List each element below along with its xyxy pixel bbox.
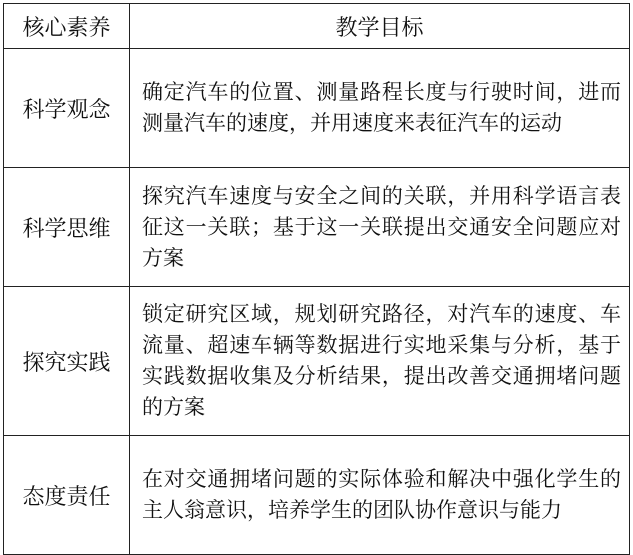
table-row: [4, 287, 630, 436]
table-row: [4, 168, 630, 287]
row-goal: 在对交通拥堵问题的实际体验和解决中强化学生的主人翁意识，培养学生的团队协作意识与能力: [130, 436, 630, 555]
header-teaching-goal: 教学目标: [130, 4, 630, 49]
table-header-row: [4, 4, 630, 49]
row-goal: 探究汽车速度与安全之间的关联，并用科学语言表征这一关联；基于这一关联提出交通安全问题应对方案: [130, 168, 630, 287]
header-core-literacy: 核心素养: [4, 4, 130, 49]
row-literacy: 探究实践: [4, 287, 130, 436]
row-literacy: 态度责任: [4, 436, 130, 555]
table-row: [4, 49, 630, 168]
row-literacy: 科学思维: [4, 168, 130, 287]
row-goal: 确定汽车的位置、测量路程长度与行驶时间，进而测量汽车的速度，并用速度来表征汽车的运动: [130, 49, 630, 168]
table-row: [4, 436, 630, 555]
objectives-table: [3, 3, 630, 555]
row-goal: 锁定研究区域，规划研究路径，对汽车的速度、车流量、超速车辆等数据进行实地采集与分析，基于实践数据收集及分析结果，提出改善交通拥堵问题的方案: [130, 287, 630, 436]
row-literacy: 科学观念: [4, 49, 130, 168]
